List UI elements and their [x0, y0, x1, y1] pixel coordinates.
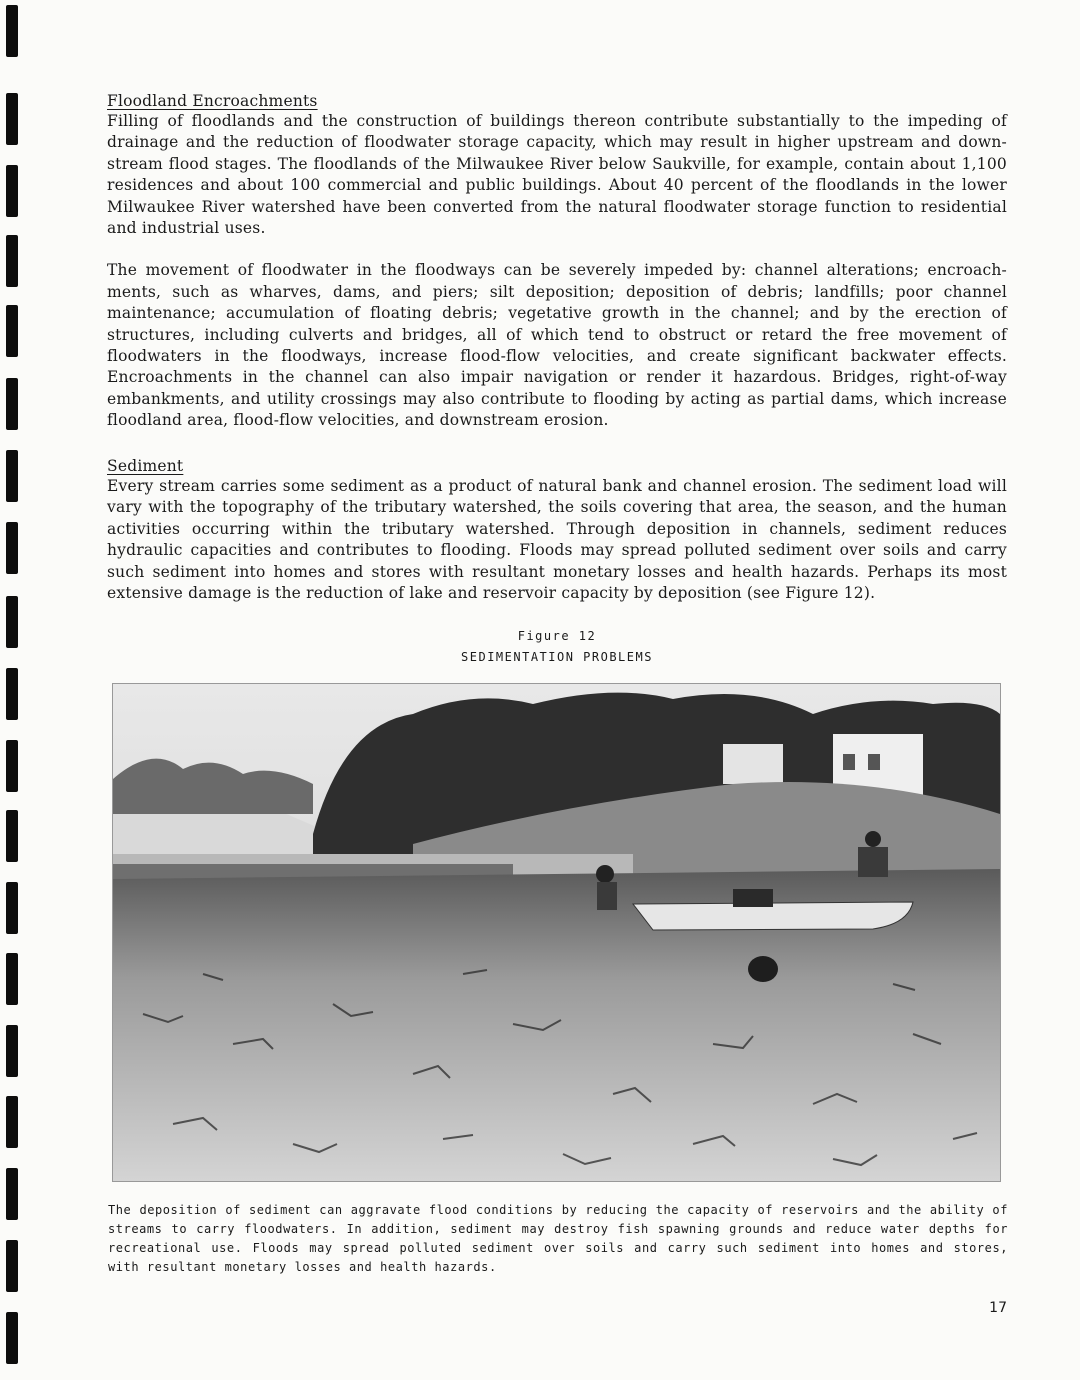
figure-label: Figure 12	[517, 629, 597, 643]
sediment-photograph	[112, 683, 1001, 1182]
section-sediment	[107, 456, 1007, 604]
paragraph: Every stream carries some sediment as a product of natural bank and channel erosion. The sediment load will vary with the topography of the tributary watershed, the soils covering that area, the season, and the human activities occurring within the tributary watershed. Through deposition in channels, sediment reduces hydraulic capacities and contributes to flooding. Floods may spread polluted sediment over soils and carry such sediment into homes and stores with resultant monetary losses and health hazards. Perhaps its most extensive damage is the reduction of lake and reservoir capacity by deposition (see Figure 12).	[107, 477, 1007, 603]
figure-title: SEDIMENTATION PROBLEMS	[461, 650, 653, 664]
paragraph: Filling of floodlands and the construction of buildings thereon contribute substantially to the impeding of drainage and the reduction of floodwater storage capacity, which may result in higher upstream and down-stream flood stages. The floodlands of the Milwaukee River below Saukville, for example, contain about 1,100 residences and about 100 commercial and public buildings. About 40 percent of the floodlands in the lower Milwaukee River watershed have been converted from the natural floodwater storage function to residential and industrial uses.	[107, 112, 1007, 238]
figure-caption: The deposition of sediment can aggravate flood conditions by reducing the capacity of reservoirs and the ability of streams to carry floodwaters. In addition, sediment may destroy fish spawning grounds and reduce water depths for recreational use. Floods may spread polluted sediment over soils and carry such sediment into homes and stores, with resultant monetary losses and health hazards.	[108, 1203, 1008, 1274]
section-heading: Sediment	[107, 457, 184, 475]
paragraph: The movement of floodwater in the floodways can be severely impeded by: channel alterations; encroach-ments, such as wharves, dams, and piers; silt deposition; deposition of debris; landfills; poor channel maintenance; accumulation of floating debris; vegetative growth in the channel; and by the erection of structures, including culverts and bridges, all of which tend to obstruct or retard the free movement of floodwaters in the floodways, increase flood-flow velocities, and create significant backwater effects. Encroachments in the channel can also impair navigation or render it hazardous. Bridges, right-of-way embankments, and utility crossings may also contribute to flooding by acting as partial dams, which increase floodland area, flood-flow velocities, and downstream erosion.	[107, 261, 1007, 430]
section-floodland-encroachments	[107, 91, 1007, 432]
binding-holes	[6, 0, 20, 1380]
section-heading: Floodland Encroachments	[107, 92, 318, 110]
page-number: 17	[989, 1300, 1007, 1316]
